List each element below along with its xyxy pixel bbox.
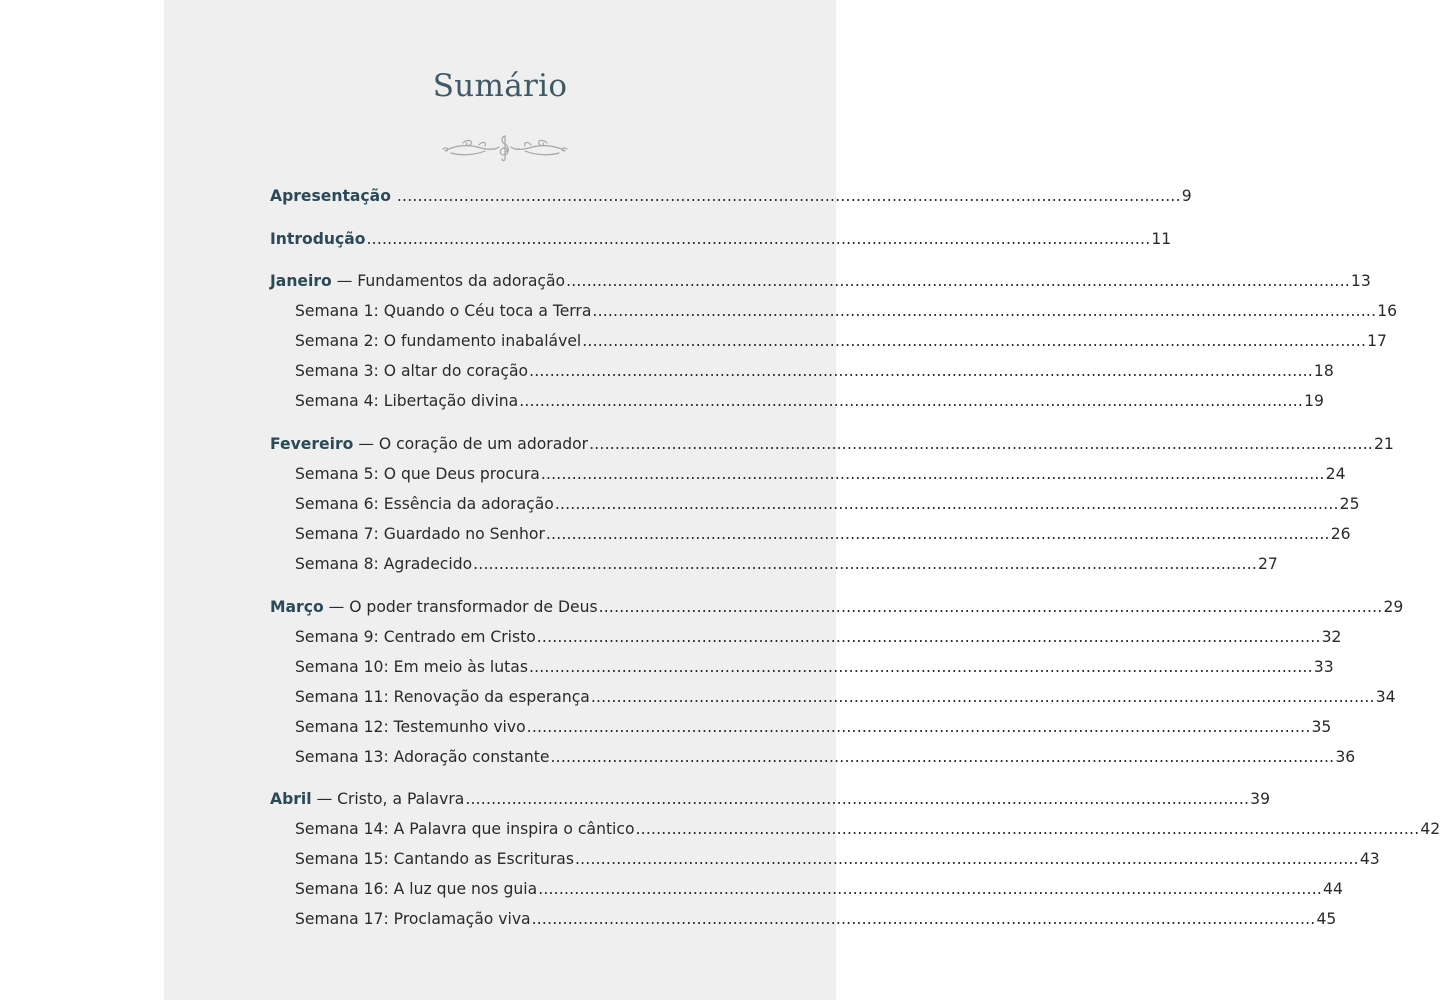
dot-leader: ........................................................................................................................................................ (574, 850, 1359, 868)
toc-entry-label: Semana 6: Essência da adoração (295, 495, 554, 513)
page-number: 13 (1350, 272, 1371, 290)
toc-entry (270, 227, 1172, 251)
toc-entry-label: Semana 12: Testemunho vivo (295, 718, 526, 736)
page-number: 9 (1181, 187, 1192, 205)
dot-leader: ........................................................................................................................................................ (554, 495, 1339, 513)
page-number: 33 (1313, 658, 1334, 676)
toc-entry-label: Semana 2: O fundamento inabalável (295, 332, 582, 350)
toc-section-title: Fevereiro (270, 435, 354, 453)
toc-entry-label (270, 184, 396, 208)
dot-leader: ........................................................................................................................................................ (582, 332, 1367, 350)
page-number: 39 (1250, 790, 1270, 808)
page-number: 18 (1313, 362, 1334, 380)
toc-entry (270, 595, 1404, 619)
toc-entry (270, 432, 1394, 456)
dot-leader: ........................................................................................................................................................ (550, 748, 1335, 766)
toc-entry (270, 787, 1270, 811)
dot-leader: ........................................................................................................................................................ (529, 362, 1313, 380)
page-number: 34 (1375, 688, 1396, 706)
toc-entry-label: Semana 9: Centrado em Cristo (295, 628, 536, 646)
dot-leader: ........................................................................................................................................................ (366, 230, 1151, 248)
toc-subentry (270, 625, 1342, 649)
toc-entry-label (270, 432, 588, 456)
toc-entry-label (270, 595, 598, 619)
toc-subentry (270, 552, 1278, 576)
page-number: 44 (1323, 880, 1343, 898)
page-number: 19 (1304, 392, 1324, 410)
dot-leader: ........................................................................................................................................................ (396, 187, 1181, 205)
toc-entry-label: Semana 14: A Palavra que inspira o cântico (295, 820, 635, 838)
toc-entry-label: Semana 10: Em meio às lutas (295, 658, 528, 676)
toc-entry-label: Semana 17: Proclamação viva (295, 910, 531, 928)
page-number: 29 (1383, 598, 1404, 616)
dot-leader: ........................................................................................................................................................ (590, 688, 1375, 706)
toc-subentry (270, 907, 1337, 931)
toc-subentry (270, 389, 1324, 413)
book-page (164, 0, 1440, 1000)
page-number: 17 (1367, 332, 1387, 350)
toc-entry-label: Semana 3: O altar do coração (295, 362, 529, 380)
toc-entry-label: Semana 16: A luz que nos guia (295, 880, 538, 898)
dot-leader: ........................................................................................................................................................ (545, 525, 1330, 543)
toc-entry-label: Semana 11: Renovação da esperança (295, 688, 590, 706)
toc-subentry (270, 715, 1332, 739)
toc-entry-label: Semana 7: Guardado no Senhor (295, 525, 545, 543)
dot-leader: ........................................................................................................................................................ (526, 718, 1311, 736)
toc-entry-label (270, 227, 366, 251)
page-number: 26 (1330, 525, 1351, 543)
toc-section-subtitle (391, 187, 396, 205)
toc-entry (270, 184, 1192, 208)
toc-subentry (270, 655, 1334, 679)
toc-subentry (270, 847, 1380, 871)
page-number: 45 (1316, 910, 1337, 928)
toc-subentry (270, 817, 1440, 841)
page-number: 43 (1359, 850, 1380, 868)
page-number: 32 (1321, 628, 1342, 646)
toc-section-subtitle: — Fundamentos da adoração (331, 272, 566, 290)
toc-section-title: Abril (270, 790, 312, 808)
dot-leader: ........................................................................................................................................................ (531, 910, 1316, 928)
dot-leader: ........................................................................................................................................................ (519, 392, 1304, 410)
page-number: 27 (1257, 555, 1278, 573)
toc-entry (270, 269, 1371, 293)
toc-subentry (270, 877, 1343, 901)
dot-leader: ........................................................................................................................................................ (635, 820, 1420, 838)
toc-subentry (270, 359, 1334, 383)
toc-subentry (270, 462, 1346, 486)
toc-subentry (270, 522, 1351, 546)
toc-section-title: Apresentação (270, 187, 391, 205)
dot-leader: ........................................................................................................................................................ (538, 880, 1323, 898)
dot-leader: ........................................................................................................................................................ (592, 302, 1377, 320)
page-number: 11 (1151, 230, 1172, 248)
toc-entry-label: Semana 1: Quando o Céu toca a Terra (295, 302, 592, 320)
dot-leader: ........................................................................................................................................................ (473, 555, 1257, 573)
page-number: 25 (1339, 495, 1360, 513)
page-title: Sumário (432, 68, 568, 104)
toc-entry-label: Semana 5: O que Deus procura (295, 465, 540, 483)
toc-subentry (270, 299, 1398, 323)
toc-section-title: Janeiro (270, 272, 332, 290)
page-number: 42 (1420, 820, 1440, 838)
music-note-flourish-icon (441, 131, 569, 163)
toc-section-title: Março (270, 598, 324, 616)
toc-subentry (270, 492, 1360, 516)
page-number: 21 (1373, 435, 1394, 453)
toc-subentry (270, 329, 1387, 353)
toc-entry-label (270, 269, 565, 293)
toc-entry-label: Semana 8: Agradecido (295, 555, 473, 573)
toc-subentry (270, 685, 1396, 709)
dot-leader: ........................................................................................................................................................ (540, 465, 1325, 483)
toc-entry-label: Semana 4: Libertação divina (295, 392, 519, 410)
toc-section-subtitle: — O coração de um adorador (353, 435, 589, 453)
toc-section-subtitle: — O poder transformador de Deus (323, 598, 598, 616)
page-number: 24 (1325, 465, 1346, 483)
dot-leader: ........................................................................................................................................................ (566, 272, 1350, 290)
dot-leader: ........................................................................................................................................................ (536, 628, 1321, 646)
dot-leader: ........................................................................................................................................................ (528, 658, 1313, 676)
dot-leader: ........................................................................................................................................................ (465, 790, 1250, 808)
toc-subentry (270, 745, 1356, 769)
page-number: 16 (1377, 302, 1398, 320)
dot-leader: ........................................................................................................................................................ (589, 435, 1373, 453)
dot-leader: ........................................................................................................................................................ (598, 598, 1383, 616)
page-number: 36 (1335, 748, 1356, 766)
toc-section-subtitle: — Cristo, a Palavra (311, 790, 465, 808)
toc-section-title: Introdução (270, 230, 366, 248)
toc-entry-label: Semana 13: Adoração constante (295, 748, 550, 766)
toc-entry-label (270, 787, 464, 811)
page-number: 35 (1311, 718, 1332, 736)
toc-entry-label: Semana 15: Cantando as Escrituras (295, 850, 574, 868)
